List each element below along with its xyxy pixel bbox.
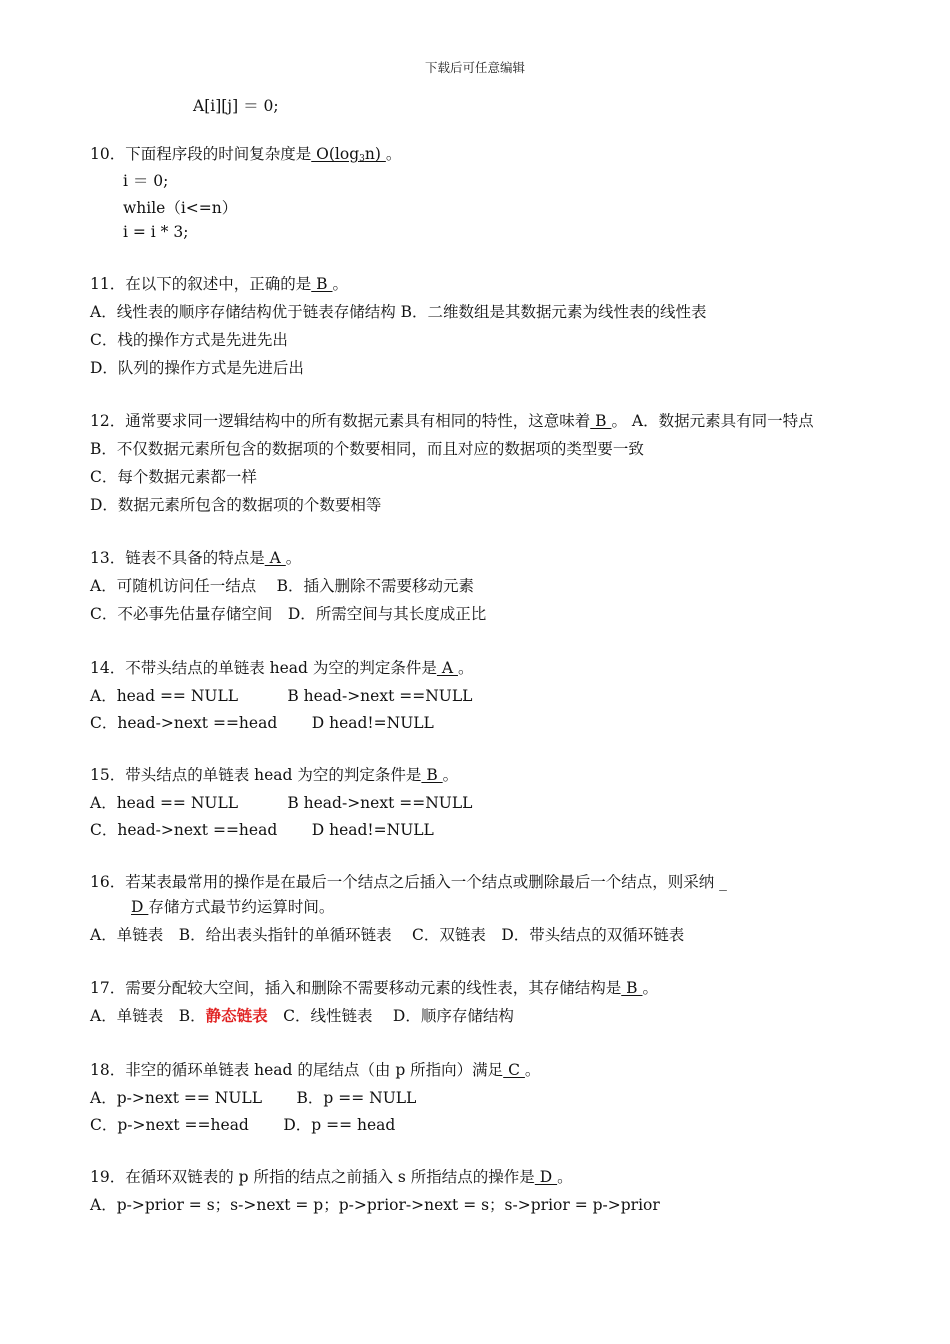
answer-blank: B [421, 766, 443, 784]
question-suffix: 。 [285, 549, 302, 567]
question-10 [90, 144, 401, 169]
option-line: A．可随机访问任一结点 B．插入删除不需要移动元素 [90, 577, 475, 595]
question-suffix: 。 [385, 145, 402, 163]
question-19 [90, 1167, 573, 1187]
option-line: C．栈的操作方式是先进先出 [90, 331, 288, 349]
question-suffix: 。 [642, 979, 658, 997]
option-line: A．p->prior = s；s->next = p；p->prior->next = s；s->prior = p->prior [90, 1196, 660, 1214]
page-header: 下载后可任意编辑 [424, 60, 525, 75]
question-text: 17．需要分配较大空间，插入和删除不需要移动元素的线性表，其存储结构是 [90, 979, 622, 997]
question-suffix: 存储方式最节约运算时间。 [148, 898, 335, 916]
option-line: C．p->next ==head D．p == head [90, 1116, 396, 1134]
option-line: A．单链表 B．给出表头指针的单循环链表 C．双链表 D．带头结点的双循环链表 [90, 926, 685, 944]
question-11 [90, 274, 348, 294]
question-text: 18．非空的循环单链表 head 的尾结点（由 p 所指向）满足 [90, 1061, 504, 1079]
answer-blank: D [534, 1168, 558, 1186]
answer-blank: D [131, 898, 149, 916]
option-line: B．不仅数据元素所包含的数据项的个数要相同，而且对应的数据项的类型要一致 [90, 440, 644, 458]
answer-blank: C [503, 1061, 525, 1079]
option-line: A．线性表的顺序存储结构优于链表存储结构 B．二维数组是其数据元素为线性表的线性表 [90, 303, 707, 321]
question-16-cont [131, 897, 334, 917]
question-suffix: 。 [524, 1061, 541, 1079]
option-line: A．p->next == NULL B．p == NULL [90, 1089, 417, 1107]
question-text: 11．在以下的叙述中，正确的是 [90, 275, 312, 293]
question-suffix: 。 [557, 1168, 573, 1186]
answer-blank: A [436, 659, 458, 677]
question-suffix: 。 A．数据元素具有同一特点 [611, 412, 814, 430]
answer-blank: $O(\log_3n)$ [311, 145, 386, 164]
option-line: A．head == NULL B head->next ==NULL [90, 794, 473, 812]
question-suffix: 。 [457, 659, 474, 677]
option-line: A．head == NULL B head->next ==NULL [90, 687, 473, 705]
code-line: i ＝ 0; [123, 172, 169, 190]
question-15 [90, 765, 458, 785]
question-suffix: 。 [442, 766, 459, 784]
option-line: C．head->next ==head D head!=NULL [90, 821, 434, 839]
option-line [90, 1006, 514, 1026]
question-17 [90, 978, 658, 998]
question-text: 13．链表不具备的特点是 [90, 549, 265, 567]
answer-blank: B [311, 275, 333, 293]
question-text: 19．在循环双链表的 p 所指的结点之前插入 s 所指结点的操作是 [90, 1168, 535, 1186]
option-line: C．不必事先估量存储空间 D．所需空间与其长度成正比 [90, 605, 487, 623]
question-12 [90, 411, 814, 431]
question-14 [90, 658, 473, 678]
option-line: D．队列的操作方式是先进后出 [90, 359, 304, 377]
option-text: C．线性链表 D．顺序存储结构 [267, 1007, 514, 1025]
option-line: C．head->next ==head D head!=NULL [90, 714, 434, 732]
answer-blank: A [264, 549, 286, 567]
code-line: A[i][j] ＝ 0; [193, 97, 279, 115]
question-text: 12．通常要求同一逻辑结构中的所有数据元素具有相同的特性，这意味着 [90, 412, 591, 430]
answer-blank: B [621, 979, 643, 997]
question-13 [90, 548, 301, 568]
answer-blank: B [590, 412, 612, 430]
code-line: while（i<=n） [123, 199, 238, 217]
question-suffix: 。 [332, 275, 348, 293]
option-line: C．每个数据元素都一样 [90, 468, 257, 486]
question-text: 10．下面程序段的时间复杂度是 [90, 145, 312, 163]
question-16: 16．若某表最常用的操作是在最后一个结点之后插入一个结点或删除最后一个结点，则采纳 _ [90, 873, 727, 891]
highlighted-option: 静态链表 [205, 1006, 268, 1025]
option-line: D．数据元素所包含的数据项的个数要相等 [90, 496, 382, 514]
question-text: 15．带头结点的单链表 head 为空的判定条件是 [90, 766, 422, 784]
question-text: 14．不带头结点的单链表 head 为空的判定条件是 [90, 659, 437, 677]
option-text: A．单链表 B． [90, 1007, 206, 1025]
code-line: i = i * 3; [123, 223, 189, 241]
question-18 [90, 1060, 540, 1080]
